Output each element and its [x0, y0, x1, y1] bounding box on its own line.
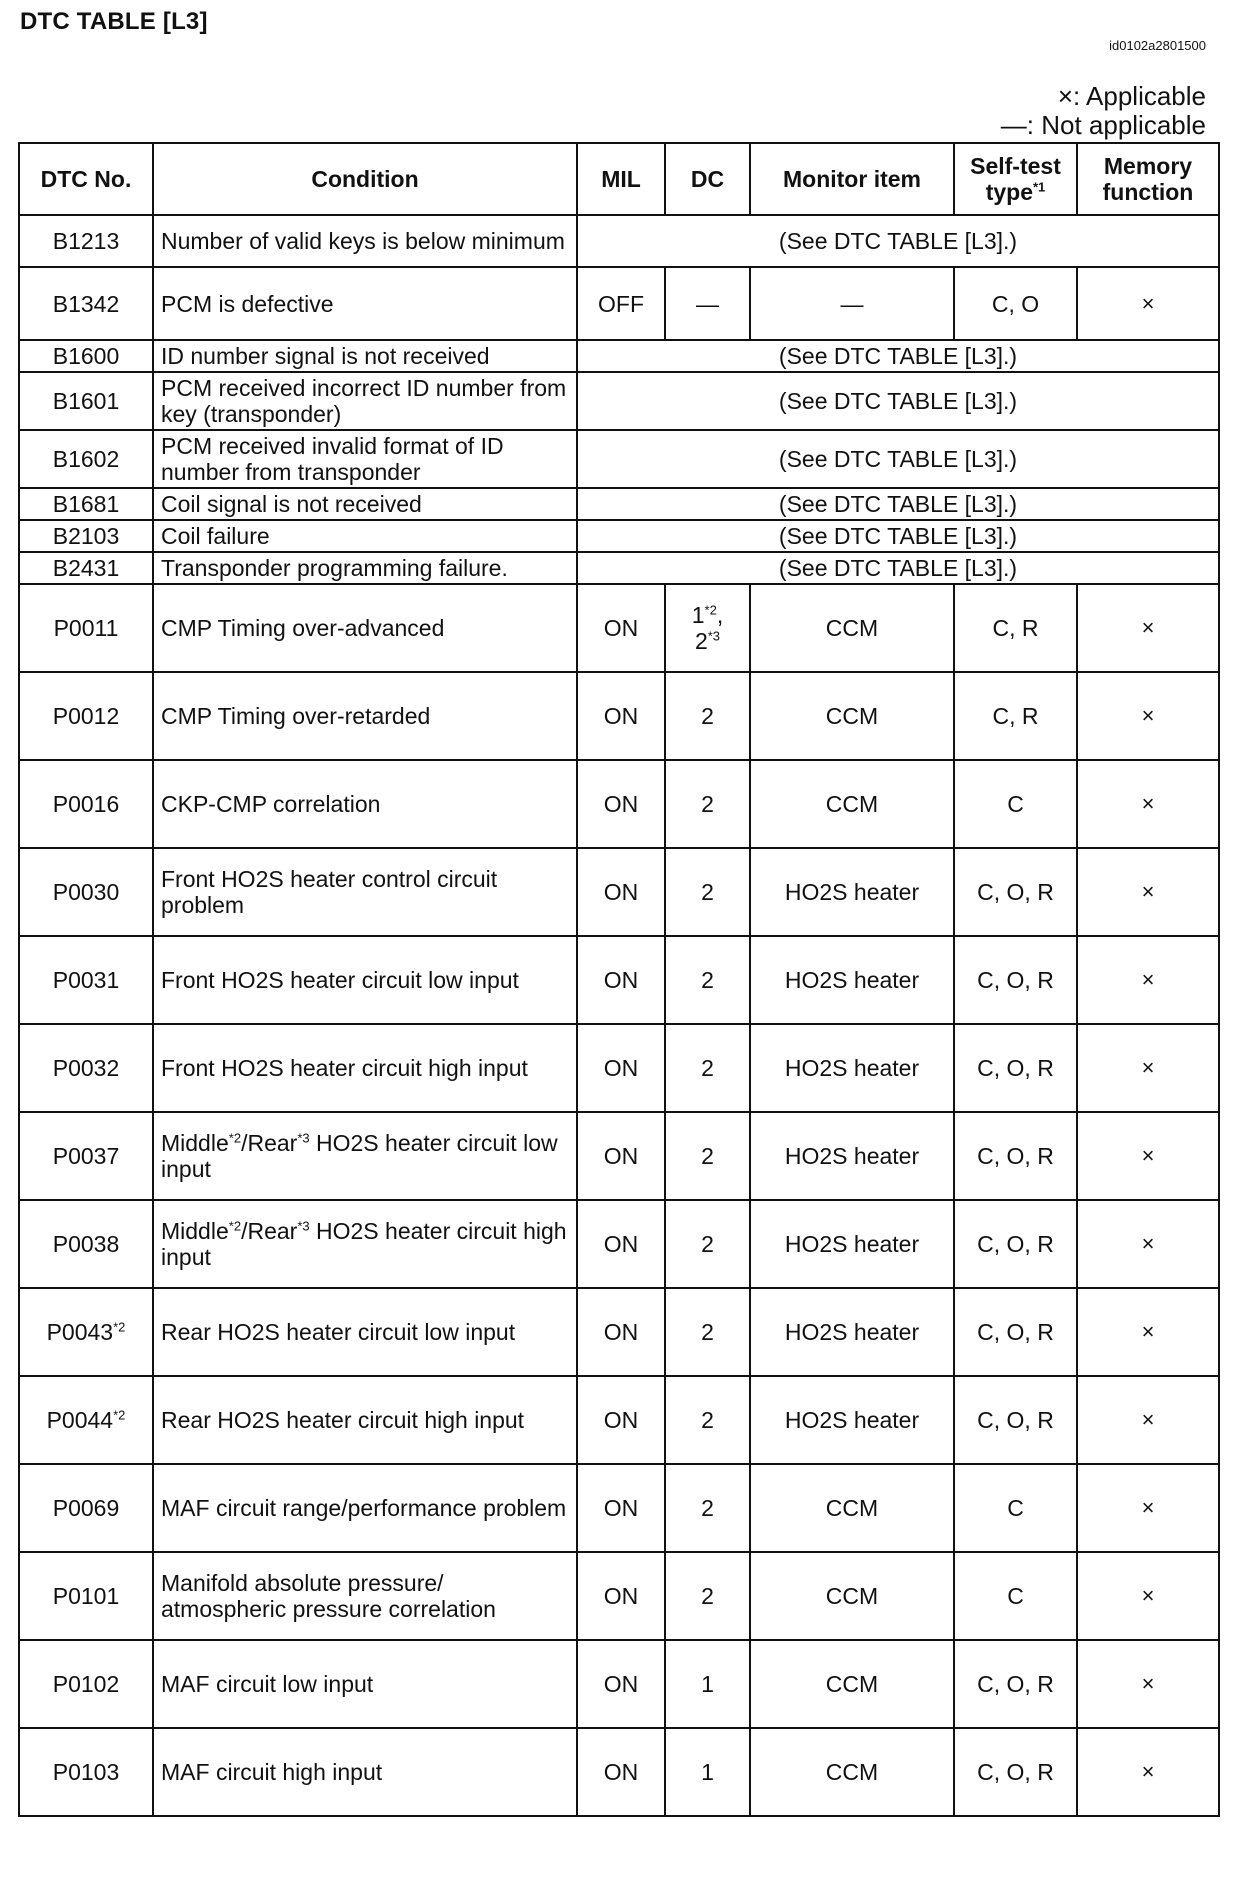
dc-value-a: 1 — [691, 602, 705, 628]
memory-function-mark: × — [1077, 1552, 1219, 1640]
condition-part-a: Middle — [161, 1218, 229, 1244]
header-mil: MIL — [577, 143, 665, 215]
condition: CMP Timing over-advanced — [153, 584, 577, 672]
self-test-type: C — [954, 1464, 1077, 1552]
dtc-number: P0038 — [19, 1200, 153, 1288]
self-test-type: C — [954, 1552, 1077, 1640]
dtc-footnote: *2 — [113, 1407, 126, 1423]
condition: Rear HO2S heater circuit low input — [153, 1288, 577, 1376]
memory-function-mark: × — [1077, 1024, 1219, 1112]
header-self-test-footnote: *1 — [1033, 179, 1046, 195]
dtc-code: P0043 — [46, 1319, 114, 1345]
dtc-number: P0011 — [19, 584, 153, 672]
self-test-type: C, R — [954, 584, 1077, 672]
mil-value: ON — [577, 936, 665, 1024]
condition-part-a: Middle — [161, 1130, 229, 1156]
monitor-item: HO2S heater — [750, 1288, 954, 1376]
dtc-number: B2103 — [19, 520, 153, 552]
dtc-number: P0101 — [19, 1552, 153, 1640]
condition: PCM received incorrect ID number from key (transponder) — [153, 372, 577, 430]
monitor-item: — — [750, 267, 954, 340]
dc-value: 2 — [665, 1288, 750, 1376]
monitor-item: CCM — [750, 1552, 954, 1640]
dc-value: 2 — [665, 848, 750, 936]
page-title: DTC TABLE [L3] — [20, 8, 208, 35]
condition: ID number signal is not received — [153, 340, 577, 372]
dtc-number: P0069 — [19, 1464, 153, 1552]
header-memory-function: Memory function — [1077, 143, 1219, 215]
table-row — [19, 340, 1219, 372]
monitor-item: CCM — [750, 1640, 954, 1728]
see-table-note: (See DTC TABLE [L3].) — [577, 488, 1219, 520]
document-id: id0102a2801500 — [1109, 38, 1206, 53]
dtc-number: P0032 — [19, 1024, 153, 1112]
condition: CMP Timing over-retarded — [153, 672, 577, 760]
memory-function-mark: × — [1077, 267, 1219, 340]
mil-value: ON — [577, 1024, 665, 1112]
condition: Front HO2S heater circuit high input — [153, 1024, 577, 1112]
header-monitor-item: Monitor item — [750, 143, 954, 215]
dc-value: 2 — [665, 1552, 750, 1640]
table-row — [19, 936, 1219, 1024]
monitor-item: HO2S heater — [750, 848, 954, 936]
mil-value: OFF — [577, 267, 665, 340]
table-row — [19, 1112, 1219, 1200]
condition — [153, 1112, 577, 1200]
dc-value: 2 — [665, 1200, 750, 1288]
dc-value: 1 — [665, 1728, 750, 1816]
condition: CKP-CMP correlation — [153, 760, 577, 848]
dc-footnote-a: *2 — [704, 602, 717, 618]
mil-value: ON — [577, 1288, 665, 1376]
mil-value: ON — [577, 760, 665, 848]
mil-value: ON — [577, 1464, 665, 1552]
dtc-number: P0031 — [19, 936, 153, 1024]
self-test-type: C, O, R — [954, 1200, 1077, 1288]
memory-function-mark: × — [1077, 1464, 1219, 1552]
table-row — [19, 430, 1219, 488]
dtc-number: B1602 — [19, 430, 153, 488]
condition: Rear HO2S heater circuit high input — [153, 1376, 577, 1464]
dtc-number — [19, 1288, 153, 1376]
dtc-number: B1342 — [19, 267, 153, 340]
table-row — [19, 520, 1219, 552]
dtc-number: P0016 — [19, 760, 153, 848]
dc-value: 1 — [665, 1640, 750, 1728]
dtc-number: B1213 — [19, 215, 153, 267]
dc-value-b: 2 — [694, 628, 708, 654]
memory-function-mark: × — [1077, 760, 1219, 848]
memory-function-mark: × — [1077, 848, 1219, 936]
self-test-type: C, O, R — [954, 848, 1077, 936]
dc-value: 2 — [665, 672, 750, 760]
memory-function-mark: × — [1077, 1640, 1219, 1728]
dc-value: 2 — [665, 1464, 750, 1552]
see-table-note: (See DTC TABLE [L3].) — [577, 372, 1219, 430]
dtc-footnote: *2 — [113, 1319, 126, 1335]
header-self-test-type — [954, 143, 1077, 215]
mil-value: ON — [577, 1200, 665, 1288]
dtc-number: B1601 — [19, 372, 153, 430]
mil-value: ON — [577, 1112, 665, 1200]
dtc-number: B1681 — [19, 488, 153, 520]
self-test-type: C, O, R — [954, 1112, 1077, 1200]
monitor-item: HO2S heater — [750, 1376, 954, 1464]
see-table-note: (See DTC TABLE [L3].) — [577, 215, 1219, 267]
dc-separator: , — [716, 602, 724, 628]
condition-footnote-b: *3 — [297, 1130, 310, 1146]
table-row — [19, 215, 1219, 267]
dc-footnote-b: *3 — [707, 628, 721, 644]
table-row — [19, 1024, 1219, 1112]
memory-function-mark: × — [1077, 936, 1219, 1024]
condition-part-c: HO2S heater circuit high input — [161, 1218, 567, 1270]
table-row — [19, 488, 1219, 520]
memory-function-mark: × — [1077, 1112, 1219, 1200]
table-row — [19, 1728, 1219, 1816]
self-test-type: C — [954, 760, 1077, 848]
table-row — [19, 552, 1219, 584]
monitor-item: HO2S heater — [750, 1200, 954, 1288]
mil-value: ON — [577, 1376, 665, 1464]
monitor-item: CCM — [750, 672, 954, 760]
see-table-note: (See DTC TABLE [L3].) — [577, 552, 1219, 584]
table-row — [19, 672, 1219, 760]
self-test-type: C, O, R — [954, 1728, 1077, 1816]
see-table-note: (See DTC TABLE [L3].) — [577, 430, 1219, 488]
condition: MAF circuit range/performance problem — [153, 1464, 577, 1552]
dc-value: 2 — [665, 760, 750, 848]
legend-not-applicable: —: Not applicable — [1000, 110, 1206, 140]
memory-function-mark: × — [1077, 1728, 1219, 1816]
table-row — [19, 1640, 1219, 1728]
dc-value: — — [665, 267, 750, 340]
self-test-type: C, O, R — [954, 1640, 1077, 1728]
mil-value: ON — [577, 1728, 665, 1816]
mil-value: ON — [577, 1640, 665, 1728]
condition-part-c: HO2S heater circuit low input — [161, 1130, 558, 1182]
memory-function-mark: × — [1077, 672, 1219, 760]
dtc-code: P0044 — [46, 1407, 114, 1433]
see-table-note: (See DTC TABLE [L3].) — [577, 340, 1219, 372]
monitor-item: CCM — [750, 760, 954, 848]
monitor-item: CCM — [750, 1728, 954, 1816]
condition: MAF circuit high input — [153, 1728, 577, 1816]
see-table-note: (See DTC TABLE [L3].) — [577, 520, 1219, 552]
condition: Coil signal is not received — [153, 488, 577, 520]
dc-value: 2 — [665, 936, 750, 1024]
monitor-item: CCM — [750, 1464, 954, 1552]
monitor-item: HO2S heater — [750, 1024, 954, 1112]
memory-function-mark: × — [1077, 1288, 1219, 1376]
condition-footnote-b: *3 — [297, 1218, 310, 1234]
dtc-number: P0103 — [19, 1728, 153, 1816]
header-dc: DC — [665, 143, 750, 215]
dc-value: 2 — [665, 1376, 750, 1464]
table-row — [19, 584, 1219, 672]
mil-value: ON — [577, 672, 665, 760]
self-test-type: C, O, R — [954, 936, 1077, 1024]
dc-value: 2 — [665, 1112, 750, 1200]
self-test-type: C, R — [954, 672, 1077, 760]
dtc-number: P0012 — [19, 672, 153, 760]
condition — [153, 1200, 577, 1288]
memory-function-mark: × — [1077, 1376, 1219, 1464]
self-test-type: C, O — [954, 267, 1077, 340]
dtc-number: P0102 — [19, 1640, 153, 1728]
dtc-number — [19, 1376, 153, 1464]
monitor-item: HO2S heater — [750, 936, 954, 1024]
table-row — [19, 1376, 1219, 1464]
header-self-test-label: Self-test type — [970, 153, 1061, 205]
self-test-type: C, O, R — [954, 1376, 1077, 1464]
table-row — [19, 1288, 1219, 1376]
table-row — [19, 267, 1219, 340]
mil-value: ON — [577, 848, 665, 936]
table-row — [19, 1464, 1219, 1552]
self-test-type: C, O, R — [954, 1288, 1077, 1376]
memory-function-mark: × — [1077, 584, 1219, 672]
self-test-type: C, O, R — [954, 1024, 1077, 1112]
condition-footnote-a: *2 — [228, 1218, 242, 1234]
mil-value: ON — [577, 1552, 665, 1640]
condition: Front HO2S heater control circuit problem — [153, 848, 577, 936]
legend-applicable: ×: Applicable — [1057, 81, 1206, 111]
condition: Coil failure — [153, 520, 577, 552]
dtc-number: B1600 — [19, 340, 153, 372]
legend — [1001, 82, 1206, 140]
table-header-row — [19, 143, 1219, 215]
condition: Manifold absolute pressure/ atmospheric pressure correlation — [153, 1552, 577, 1640]
table-row — [19, 1552, 1219, 1640]
monitor-item: HO2S heater — [750, 1112, 954, 1200]
condition: Number of valid keys is below minimum — [153, 215, 577, 267]
table-row — [19, 1200, 1219, 1288]
dtc-number: P0037 — [19, 1112, 153, 1200]
condition: Transponder programming failure. — [153, 552, 577, 584]
table-row — [19, 848, 1219, 936]
table-row — [19, 760, 1219, 848]
condition: Front HO2S heater circuit low input — [153, 936, 577, 1024]
table-row — [19, 372, 1219, 430]
monitor-item: CCM — [750, 584, 954, 672]
dtc-number: B2431 — [19, 552, 153, 584]
condition-part-b: /Rear — [241, 1130, 298, 1156]
dc-value: 2 — [665, 1024, 750, 1112]
memory-function-mark: × — [1077, 1200, 1219, 1288]
dtc-table — [18, 142, 1220, 1817]
condition: PCM is defective — [153, 267, 577, 340]
dc-value — [665, 584, 750, 672]
dtc-number: P0030 — [19, 848, 153, 936]
condition-part-b: /Rear — [241, 1218, 298, 1244]
condition: MAF circuit low input — [153, 1640, 577, 1728]
mil-value: ON — [577, 584, 665, 672]
header-dtc-no: DTC No. — [19, 143, 153, 215]
header-condition: Condition — [153, 143, 577, 215]
condition: PCM received invalid format of ID number from transponder — [153, 430, 577, 488]
condition-footnote-a: *2 — [228, 1130, 242, 1146]
